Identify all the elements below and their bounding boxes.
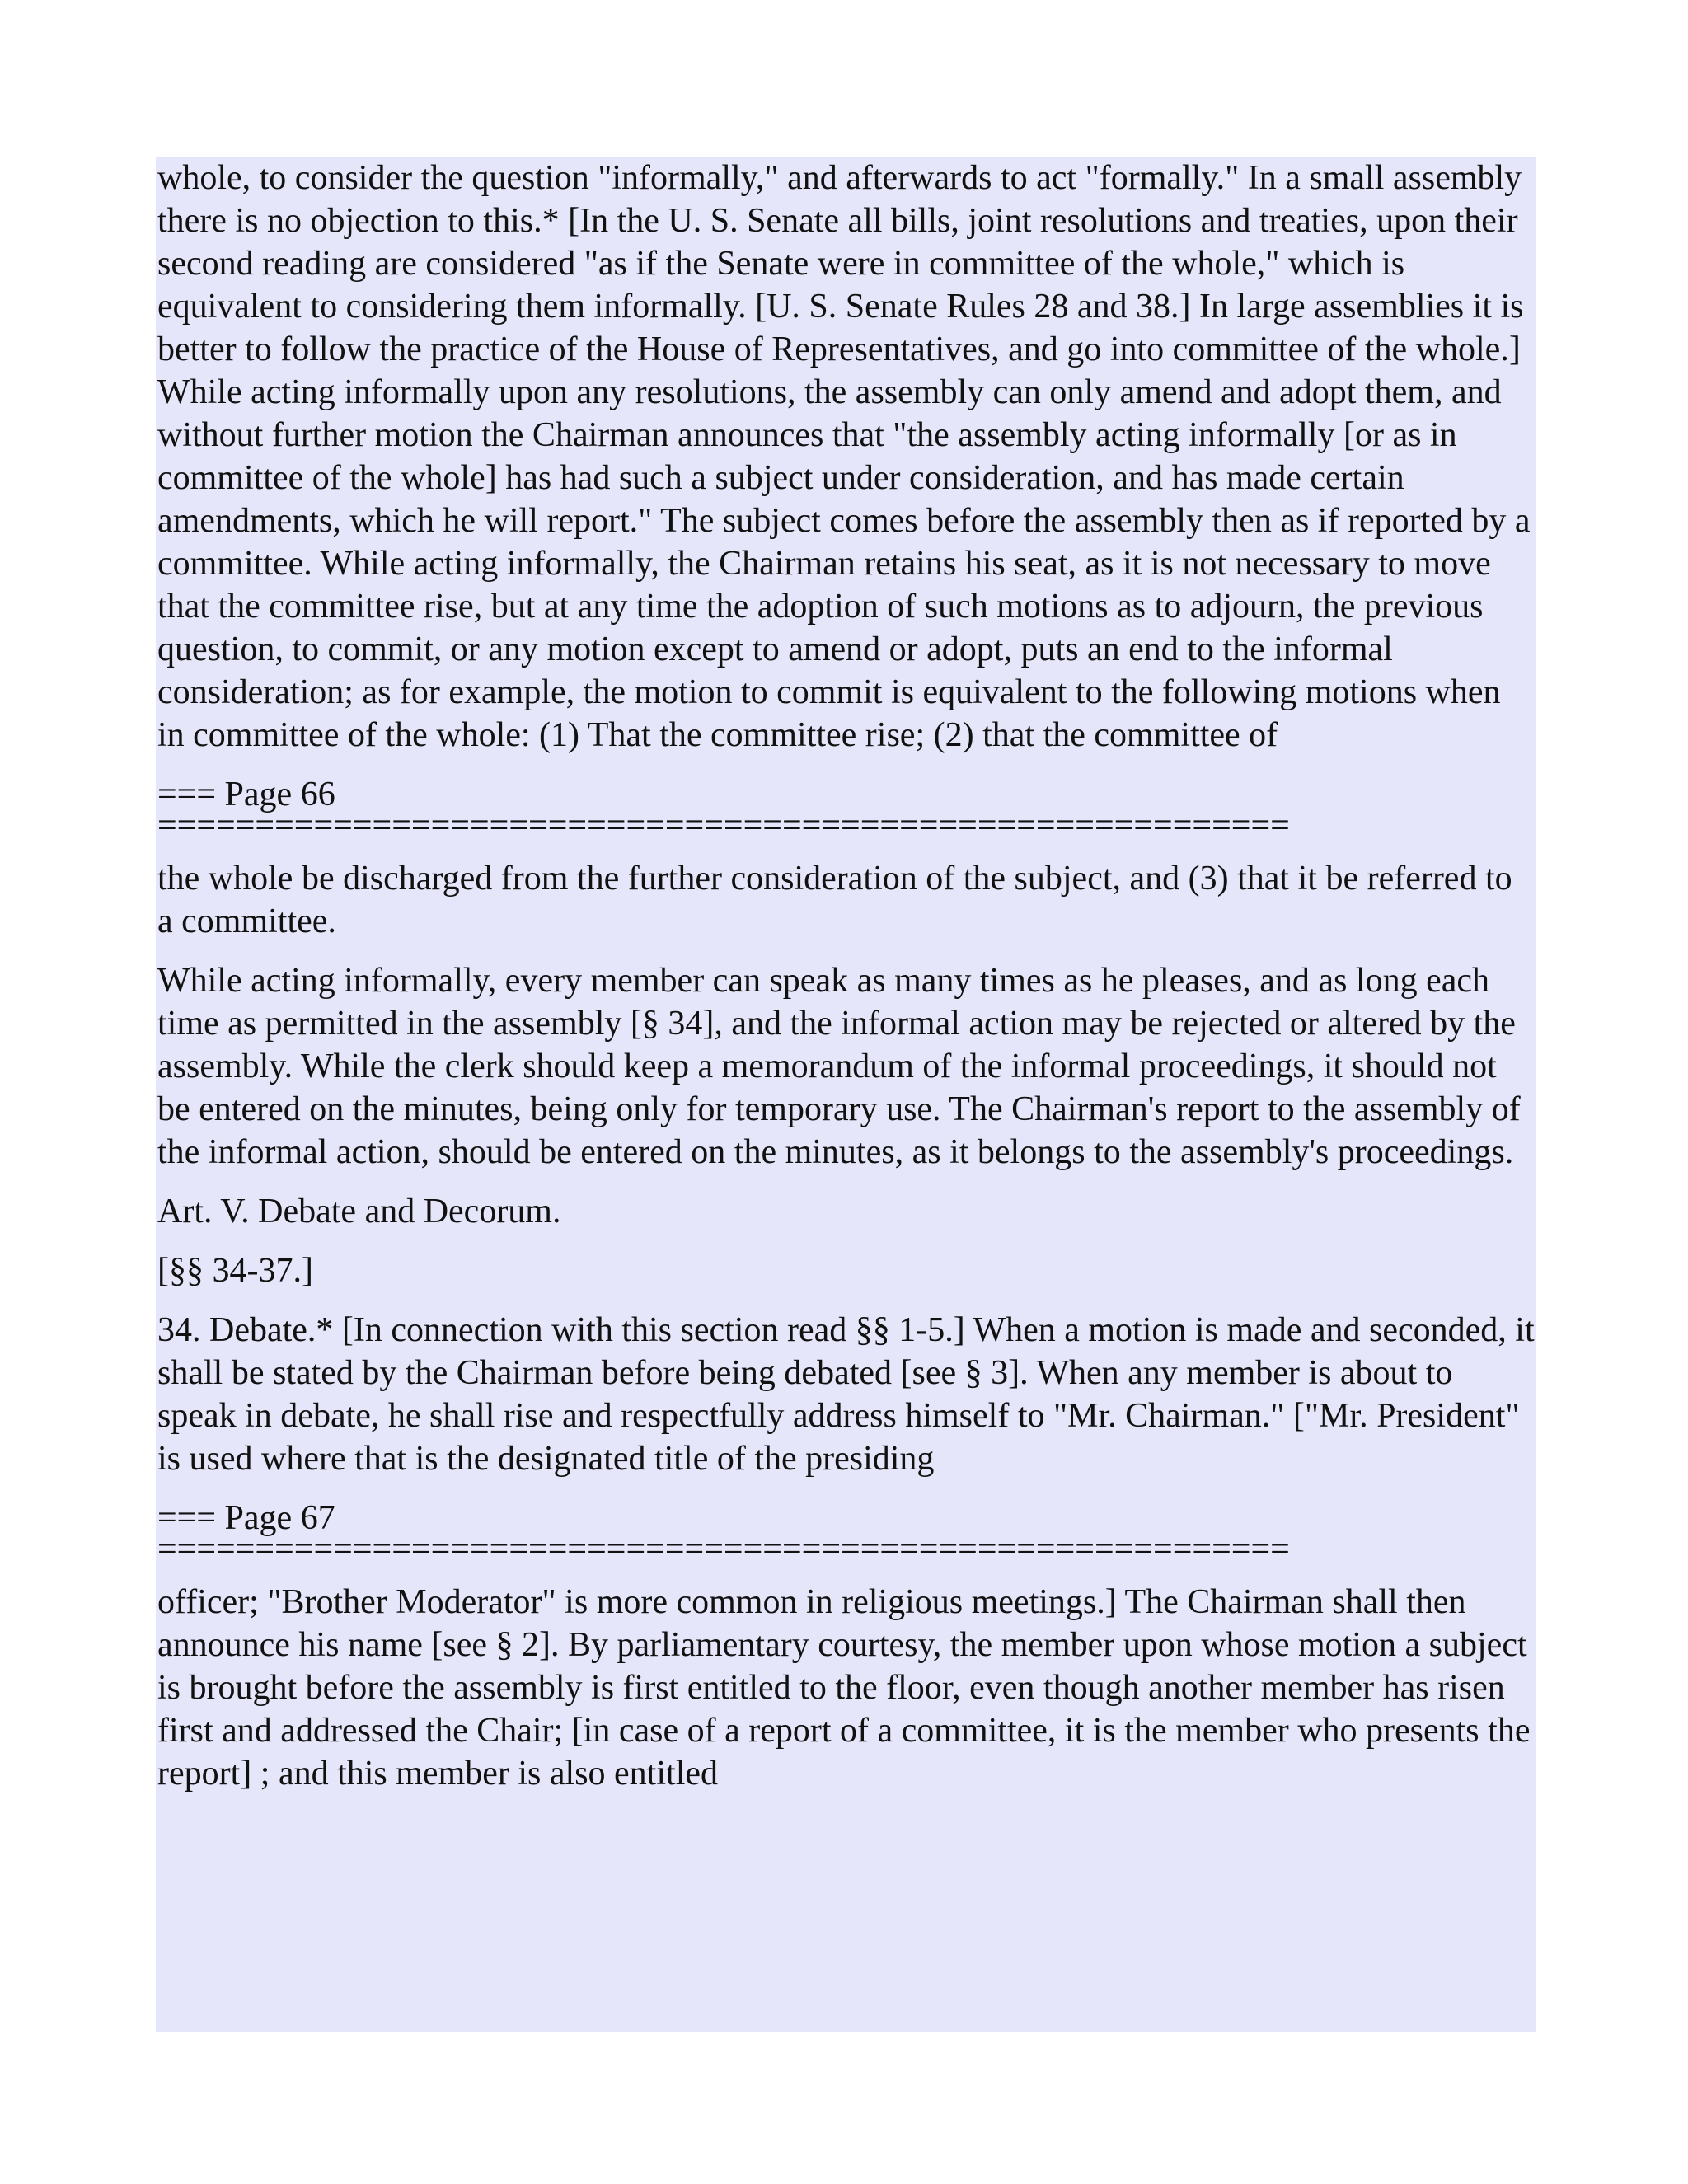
paragraph-moderator: officer; "Brother Moderator" is more common in religious meetings.] The Chairman shall then announce his name [see § 2]. By parliamentary courtesy, the member upon whose motion a subject is brought before the assembly is first entitled to the floor, even though another member has risen first and addressed the Chair; [in case of a report of a committee, it is the member who presents the report] ; and this member is also entitled	[157, 1583, 1531, 1793]
page-marker-rule: ==========================================================	[157, 1540, 1290, 1564]
page-marker-67	[157, 1497, 1536, 1564]
page-marker-label: === Page 66	[157, 776, 335, 813]
page-marker-rule: ==========================================================	[157, 816, 1290, 841]
page-marker-label: === Page 67	[157, 1499, 335, 1537]
paragraph-debate: 34. Debate.* [In connection with this section read §§ 1-5.] When a motion is made and seconded, it shall be stated by the Chairman before being debated [see § 3]. When any member is about to speak in debate, he shall rise and respectfully address himself to "Mr. Chairman." ["Mr. President" is used where that is the designated title of the presiding	[157, 1311, 1535, 1478]
article-heading: Art. V. Debate and Decorum.	[157, 1193, 561, 1230]
page-marker-66	[157, 773, 1536, 841]
paragraph-acting-informally: While acting informally, every member can speak as many times as he pleases, and as long each time as permitted in the assembly [§ 34], and the informal action may be rejected or altered by the assembly. While the clerk should keep a memorandum of the informal proceedings, it should not be entered on the minutes, being only for temporary use. The Chairman's report to the assembly of the informal action, should be entered on the minutes, as it belongs to the assembly's proceedings.	[157, 962, 1521, 1171]
document-text-block	[156, 157, 1536, 2032]
paragraph-discharge: the whole be discharged from the further consideration of the subject, and (3) that it be referred to a committee.	[157, 860, 1512, 940]
section-range: [§§ 34-37.]	[157, 1252, 313, 1290]
paragraph-informal-consideration: whole, to consider the question "informally," and afterwards to act "formally." In a small assembly there is no objection to this.* [In the U. S. Senate all bills, joint resolutions and treaties, upon their second reading are considered "as if the Senate were in committee of the whole," which is equivalent to considering them informally. [U. S. Senate Rules 28 and 38.] In large assemblies it is better to follow the practice of the House of Representatives, and go into committee of the whole.] While acting informally upon any resolutions, the assembly can only amend and adopt them, and without further motion the Chairman announces that "the assembly acting informally [or as in committee of the whole] has had such a subject under consideration, and has made certain amendments, which he will report." The subject comes before the assembly then as if reported by a committee. While acting informally, the Chairman retains his seat, as it is not necessary to move that the committee rise, but at any time the adoption of such motions as to adjourn, the previous question, to commit, or any motion except to amend or adopt, puts an end to the informal consideration; as for example, the motion to commit is equivalent to the following motions when in committee of the whole: (1) That the committee rise; (2) that the committee of	[157, 159, 1531, 754]
